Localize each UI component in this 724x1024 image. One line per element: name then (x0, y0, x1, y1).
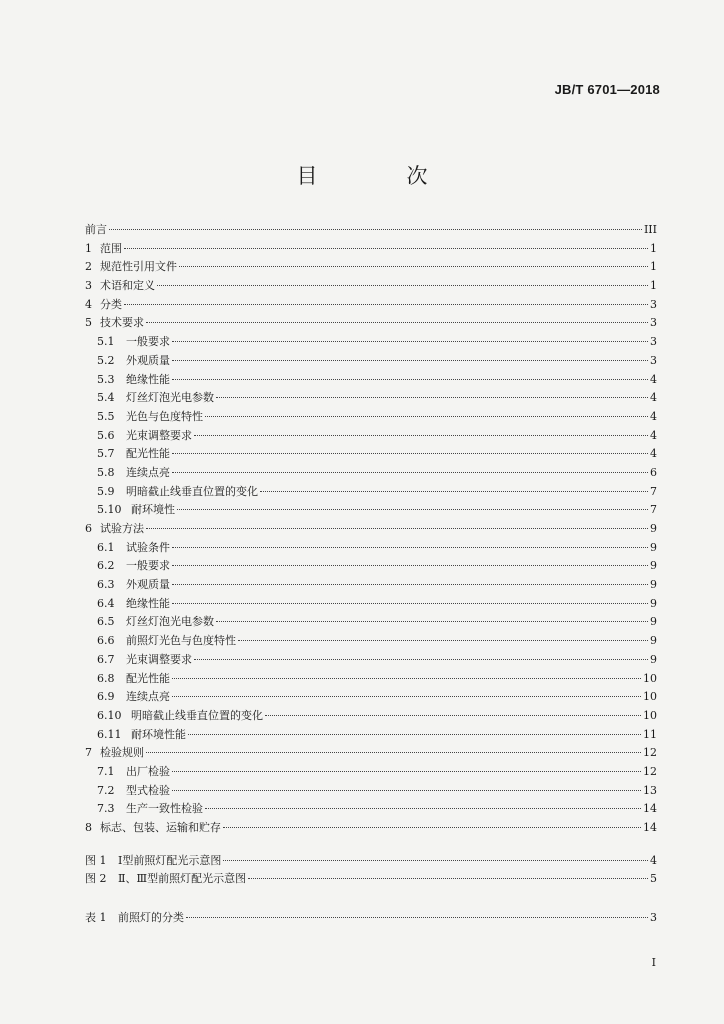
toc-entry-page: 1 (650, 241, 657, 255)
dot-leader (172, 790, 641, 791)
toc-entry-label: 光束调整要求 (126, 428, 192, 442)
toc-entry-label: Ⅰ型前照灯配光示意图 (118, 853, 222, 867)
toc-entry-page: 10 (643, 671, 657, 685)
toc-entry-page: 6 (650, 465, 657, 479)
toc-entry-number: 5.4 (97, 391, 115, 405)
toc-entry-label: 灯丝灯泡光电参数 (126, 615, 214, 629)
dot-leader (194, 435, 648, 436)
toc-entry-page: 3 (650, 316, 657, 330)
toc-entry-number: 图 1 (85, 853, 107, 867)
toc-entry-label: 光束调整要求 (126, 652, 192, 666)
toc-entry-number: 6.11 (97, 727, 122, 741)
dot-leader (216, 397, 648, 398)
toc-entry-page: 3 (650, 297, 657, 311)
toc-entry[interactable] (85, 352, 657, 371)
toc-entry-page: 9 (650, 596, 657, 610)
toc-entry-number: 4 (85, 297, 92, 311)
toc-entry-number: 6.5 (97, 615, 115, 629)
toc-entry[interactable] (85, 333, 657, 352)
toc-entry-label: 前照灯光色与色度特性 (126, 634, 236, 648)
toc-entry-number: 7.1 (97, 764, 115, 778)
toc-entry-page: 10 (643, 708, 657, 722)
document-code: JB/T 6701—2018 (554, 82, 660, 97)
dot-leader (172, 565, 648, 566)
toc-entry-page: 9 (650, 522, 657, 535)
toc-entry-number: 图 2 (85, 872, 107, 886)
dot-leader (172, 379, 648, 380)
toc-entry-label: 外观质量 (126, 578, 170, 592)
toc-entry-number: 6.6 (97, 634, 115, 648)
toc-entry-page: 4 (650, 372, 657, 386)
toc-entry[interactable] (85, 258, 657, 277)
toc-entry-page: 7 (650, 503, 657, 517)
toc-entry[interactable] (85, 763, 657, 782)
toc-entry-label: 明暗截止线垂直位置的变化 (131, 708, 263, 722)
dot-leader (205, 416, 648, 417)
dot-leader (194, 659, 648, 660)
toc-entry[interactable] (85, 819, 657, 838)
toc-entry-number: 5.6 (97, 428, 115, 442)
toc-entry[interactable] (85, 688, 657, 707)
toc-entry-page: 14 (643, 821, 657, 834)
dot-leader (223, 860, 648, 861)
dot-leader (186, 917, 648, 918)
toc-entry[interactable] (85, 651, 657, 670)
dot-leader (177, 509, 648, 510)
toc-entry[interactable] (85, 782, 657, 801)
toc-entry[interactable] (85, 632, 657, 651)
toc-entry[interactable] (85, 744, 657, 763)
toc-entry-label: 明暗截止线垂直位置的变化 (126, 484, 258, 498)
toc-entry[interactable] (85, 726, 657, 745)
toc-entry-number: 7.3 (97, 802, 115, 816)
toc-entry[interactable] (85, 445, 657, 464)
toc-entry-page: 11 (643, 727, 657, 741)
toc-entry-label: 一般要求 (126, 335, 170, 349)
toc-entry-number: 5.9 (97, 484, 115, 498)
toc-entry-page: 3 (650, 335, 657, 349)
dot-leader (109, 229, 642, 230)
toc-entry[interactable] (85, 576, 657, 595)
toc-entry-label: 前言 (85, 223, 107, 236)
toc-divider (85, 838, 657, 852)
toc-entry-number: 5 (85, 316, 92, 330)
dot-leader (205, 808, 641, 809)
toc-entry-label: 型式检验 (126, 783, 170, 797)
toc-entry-page: 9 (650, 578, 657, 592)
page-title: 目 次 (296, 164, 462, 188)
toc-entry-number: 5.10 (97, 503, 122, 517)
toc-entry[interactable] (85, 613, 657, 632)
toc-entry-label: 生产一致性检验 (126, 802, 203, 816)
toc-entry-label: 外观质量 (126, 353, 170, 367)
dot-leader (146, 528, 648, 529)
toc-entry-number: 3 (85, 279, 92, 293)
toc-entry-label: 试验条件 (126, 540, 170, 554)
toc-entry[interactable] (85, 314, 657, 333)
toc-entry-label: 光色与色度特性 (126, 409, 203, 423)
toc-entry-label: 标志、包装、运输和贮存 (100, 821, 221, 834)
toc-entry-page: 1 (650, 279, 657, 293)
toc-entry-number: 5.8 (97, 465, 115, 479)
toc-entry-label: 前照灯的分类 (118, 911, 184, 925)
toc-entry-number: 6.7 (97, 652, 115, 666)
toc-entry-label: 试验方法 (100, 522, 144, 535)
toc-tables (85, 909, 657, 928)
toc-entry-number: 6.10 (97, 708, 122, 722)
toc-divider (85, 889, 657, 909)
toc-entry-page: 9 (650, 652, 657, 666)
dot-leader (172, 771, 641, 772)
toc-entry[interactable] (85, 389, 657, 408)
dot-leader (124, 248, 648, 249)
toc-entry-number: 8 (85, 821, 92, 834)
dot-leader (172, 472, 648, 473)
dot-leader (172, 547, 648, 548)
toc-entry[interactable] (85, 539, 657, 558)
toc-entry[interactable] (85, 501, 657, 520)
toc-entry-number: 6.9 (97, 690, 115, 704)
toc-entry-label: 绝缘性能 (126, 596, 170, 610)
toc-entry-page: 4 (650, 447, 657, 461)
toc-entry-page: 12 (643, 746, 657, 760)
toc-entry-number: 7 (85, 746, 92, 760)
toc-entry[interactable] (85, 595, 657, 614)
toc-figures (85, 852, 657, 889)
toc-entry-label: 术语和定义 (100, 279, 155, 293)
toc-entry-label: 规范性引用文件 (100, 260, 177, 274)
toc-entry-page: 7 (650, 484, 657, 498)
dot-leader (172, 678, 641, 679)
toc-entry-number: 5.2 (97, 353, 115, 367)
toc-entry-page: 1 (650, 260, 657, 274)
toc-entry-page: 4 (650, 428, 657, 442)
dot-leader (172, 603, 648, 604)
toc-entry-page: 9 (650, 615, 657, 629)
toc-entry-number: 6.1 (97, 540, 115, 554)
toc-entry[interactable] (85, 670, 657, 689)
toc-entry-number: 6.4 (97, 596, 115, 610)
toc-entry-page: 4 (650, 409, 657, 423)
toc-entry-page: 3 (650, 911, 657, 925)
toc-entry[interactable] (85, 707, 657, 726)
dot-leader (146, 752, 641, 753)
dot-leader (172, 341, 648, 342)
dot-leader (238, 640, 648, 641)
toc-entry[interactable] (85, 277, 657, 296)
toc-entry-page: 9 (650, 634, 657, 648)
toc-entry-page: 5 (650, 872, 657, 886)
toc-entry-label: 一般要求 (126, 559, 170, 573)
toc-entry[interactable] (85, 427, 657, 446)
toc-entry-number: 6 (85, 522, 92, 535)
table-entry[interactable] (85, 909, 657, 928)
dot-leader (223, 827, 641, 828)
toc-entry[interactable] (85, 408, 657, 427)
toc-entry-page: III (643, 223, 657, 236)
dot-leader (248, 878, 648, 879)
toc-entry-number: 5.3 (97, 372, 115, 386)
table-of-contents (85, 221, 657, 928)
dot-leader (157, 285, 648, 286)
dot-leader (216, 621, 648, 622)
toc-entry-label: 灯丝灯泡光电参数 (126, 391, 214, 405)
dot-leader (172, 360, 648, 361)
toc-entry[interactable] (85, 483, 657, 502)
toc-entry-number: 6.3 (97, 578, 115, 592)
toc-entry-label: 配光性能 (126, 671, 170, 685)
figure-entry[interactable] (85, 852, 657, 871)
dot-leader (124, 304, 648, 305)
dot-leader (172, 696, 641, 697)
toc-entry-number: 6.2 (97, 559, 115, 573)
toc-entry[interactable] (85, 800, 657, 819)
toc-entry-number: 2 (85, 260, 92, 274)
toc-sections (85, 221, 657, 838)
dot-leader (260, 491, 648, 492)
toc-entry-label: 耐环境性 (131, 503, 175, 517)
dot-leader (172, 584, 648, 585)
toc-entry-number: 6.8 (97, 671, 115, 685)
toc-entry[interactable] (85, 221, 657, 240)
toc-entry-label: 分类 (100, 297, 122, 311)
page-number: I (651, 956, 656, 969)
toc-entry[interactable] (85, 371, 657, 390)
toc-entry-label: 配光性能 (126, 447, 170, 461)
toc-entry-page: 12 (643, 764, 657, 778)
dot-leader (265, 715, 641, 716)
dot-leader (179, 266, 648, 267)
toc-entry-number: 表 1 (85, 911, 107, 925)
toc-entry-label: 连续点亮 (126, 465, 170, 479)
toc-entry-number: 5.5 (97, 409, 115, 423)
dot-leader (188, 734, 641, 735)
dot-leader (172, 453, 648, 454)
toc-entry-page: 13 (643, 783, 657, 797)
dot-leader (146, 322, 648, 323)
toc-entry[interactable] (85, 520, 657, 539)
toc-entry-label: 检验规则 (100, 746, 144, 760)
toc-entry[interactable] (85, 557, 657, 576)
toc-entry-page: 10 (643, 690, 657, 704)
toc-entry-page: 4 (650, 853, 657, 867)
toc-entry-page: 9 (650, 540, 657, 554)
toc-entry-label: 绝缘性能 (126, 372, 170, 386)
toc-entry-page: 9 (650, 559, 657, 573)
toc-entry-label: Ⅱ、Ⅲ型前照灯配光示意图 (118, 872, 247, 886)
toc-entry-label: 连续点亮 (126, 690, 170, 704)
toc-entry-label: 耐环境性能 (131, 727, 186, 741)
toc-entry[interactable] (85, 240, 657, 259)
toc-entry-number: 5.7 (97, 447, 115, 461)
toc-entry[interactable] (85, 296, 657, 315)
toc-entry-label: 出厂检验 (126, 764, 170, 778)
toc-entry-page: 14 (643, 802, 657, 816)
toc-entry-label: 技术要求 (100, 316, 144, 330)
toc-entry-page: 3 (650, 353, 657, 367)
toc-entry-number: 1 (85, 241, 92, 255)
figure-entry[interactable] (85, 870, 657, 889)
toc-entry-label: 范围 (100, 241, 122, 255)
toc-entry-number: 7.2 (97, 783, 115, 797)
toc-entry[interactable] (85, 464, 657, 483)
toc-entry-page: 4 (650, 391, 657, 405)
toc-entry-number: 5.1 (97, 335, 115, 349)
